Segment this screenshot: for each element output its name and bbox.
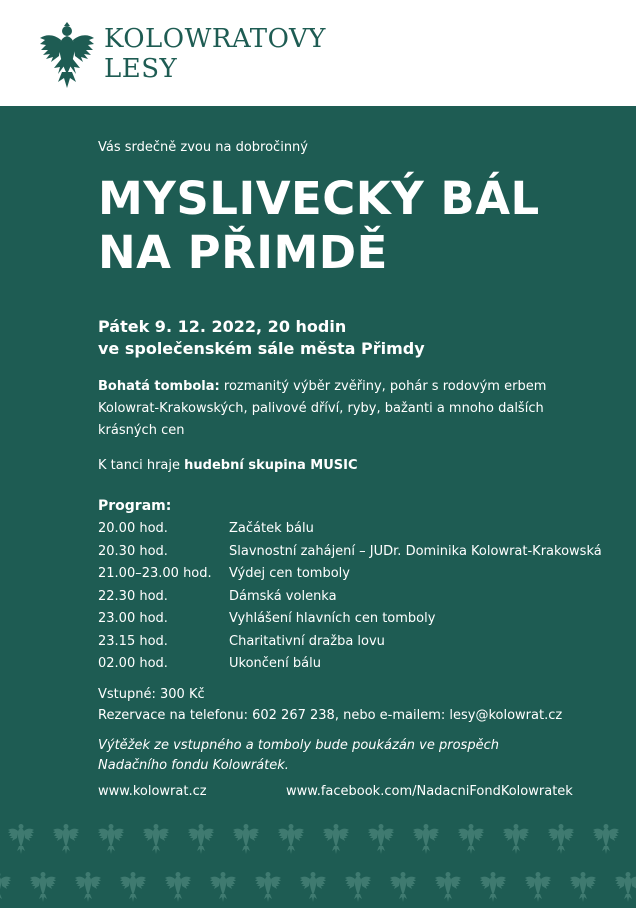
eagle-pattern-icon bbox=[165, 872, 191, 902]
program-desc: Začátek bálu bbox=[229, 521, 314, 536]
title-line-2: NA PŘIMDĚ bbox=[98, 226, 388, 279]
eagle-pattern-icon bbox=[188, 824, 214, 854]
eagle-pattern-icon bbox=[210, 872, 236, 902]
eagle-pattern-icon bbox=[30, 872, 56, 902]
program-label: Program: bbox=[98, 498, 172, 514]
eagle-pattern-icon bbox=[323, 824, 349, 854]
eagle-pattern-icon bbox=[75, 872, 101, 902]
program-time: 22.30 hod. bbox=[98, 588, 168, 604]
eagle-pattern-icon bbox=[368, 824, 394, 854]
eagle-pattern-icon bbox=[548, 824, 574, 854]
eagle-pattern-icon bbox=[413, 824, 439, 854]
eagle-pattern-icon bbox=[233, 824, 259, 854]
event-title bbox=[98, 172, 540, 280]
program-desc: Charitativní dražba lovu bbox=[229, 633, 385, 649]
program-list bbox=[98, 518, 628, 676]
tombola-description bbox=[98, 376, 578, 442]
facebook-link[interactable]: www.facebook.com/NadacniFondKolowratek bbox=[286, 784, 573, 799]
eagle-pattern-icon bbox=[53, 824, 79, 854]
program-desc: Výdej cen tomboly bbox=[229, 566, 350, 581]
eagle-pattern-icon bbox=[255, 872, 281, 902]
proceeds-line-2: Nadačního fondu Kolowrátek. bbox=[98, 758, 289, 773]
proceeds-line-1: Výtěžek ze vstupného a tomboly bude poukázán ve prospěch bbox=[98, 738, 499, 753]
program-time: 23.00 hod. bbox=[98, 611, 168, 626]
eagle-pattern bbox=[0, 820, 636, 908]
tombola-label: Bohatá tombola: bbox=[98, 379, 220, 394]
brand-logo-text bbox=[104, 24, 326, 84]
eagle-pattern-icon bbox=[345, 872, 371, 902]
tombola-text: rozmanitý výběr zvěřiny, pohár s rodovým erbem Kolowrat-Krakowských, palivové dříví, ryby, bažanti a mnoho dalších krásných cen bbox=[98, 379, 547, 438]
eagle-pattern-icon bbox=[458, 824, 484, 854]
program-desc: Slavnostní zahájení – JUDr. Dominika Kolowrat-Krakowská bbox=[229, 543, 602, 559]
eagle-crest-icon bbox=[40, 22, 94, 88]
eagle-pattern-icon bbox=[390, 872, 416, 902]
program-time: 20.00 hod. bbox=[98, 521, 168, 536]
program-row bbox=[98, 518, 628, 541]
website-link[interactable]: www.kolowrat.cz bbox=[98, 784, 207, 799]
program-desc: Dámská volenka bbox=[229, 588, 337, 604]
program-time: 20.30 hod. bbox=[98, 543, 168, 559]
eagle-pattern-icon bbox=[0, 872, 11, 902]
eagle-pattern-icon bbox=[98, 824, 124, 854]
program-row bbox=[98, 653, 628, 676]
eagle-pattern-icon bbox=[435, 872, 461, 902]
logo-line-2: LESY bbox=[104, 54, 178, 84]
eagle-pattern-icon bbox=[480, 872, 506, 902]
eagle-pattern-icon bbox=[615, 872, 636, 902]
program-time: 21.00–23.00 hod. bbox=[98, 566, 212, 581]
entry-fee: Vstupné: 300 Kč bbox=[98, 687, 205, 702]
eagle-pattern-icon bbox=[278, 824, 304, 854]
header bbox=[0, 0, 636, 106]
invite-text: Vás srdečně zvou na dobročinný bbox=[98, 140, 308, 155]
eagle-pattern-icon bbox=[8, 824, 34, 854]
program-row bbox=[98, 608, 628, 631]
program-desc: Ukončení bálu bbox=[229, 656, 321, 671]
date-line-1: Pátek 9. 12. 2022, 20 hodin bbox=[98, 317, 347, 336]
event-date bbox=[98, 316, 425, 360]
eagle-pattern-icon bbox=[143, 824, 169, 854]
eagle-pattern-icon bbox=[570, 872, 596, 902]
program-time: 02.00 hod. bbox=[98, 656, 168, 671]
program-time: 23.15 hod. bbox=[98, 633, 168, 649]
eagle-pattern-icon bbox=[120, 872, 146, 902]
eagle-pattern-icon bbox=[525, 872, 551, 902]
dance-prefix: K tanci hraje bbox=[98, 458, 185, 473]
dance-band: hudební skupina MUSIC bbox=[184, 458, 358, 473]
program-row bbox=[98, 586, 628, 609]
eagle-pattern-icon bbox=[300, 872, 326, 902]
logo-line-1: KOLOWRATOVY bbox=[104, 24, 326, 54]
program-row bbox=[98, 563, 628, 586]
program-row bbox=[98, 631, 628, 654]
entry-info bbox=[98, 684, 562, 726]
eagle-pattern-icon bbox=[503, 824, 529, 854]
date-line-2: ve společenském sále města Přimdy bbox=[98, 339, 425, 358]
title-line-1: MYSLIVECKÝ BÁL bbox=[98, 172, 540, 225]
reservation-info: Rezervace na telefonu: 602 267 238, nebo e-mailem: lesy@kolowrat.cz bbox=[98, 708, 563, 723]
proceeds-note bbox=[98, 736, 499, 776]
program-desc: Vyhlášení hlavních cen tomboly bbox=[229, 611, 436, 626]
program-row bbox=[98, 541, 628, 564]
dance-info bbox=[98, 458, 358, 473]
eagle-pattern-icon bbox=[593, 824, 619, 854]
